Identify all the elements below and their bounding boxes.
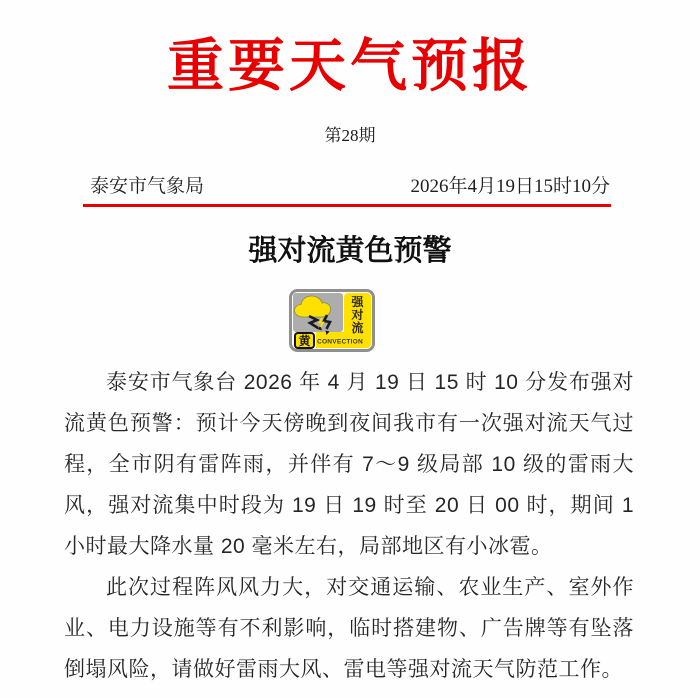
agency-name: 泰安市气象局 (90, 176, 205, 197)
red-divider-rule (83, 204, 611, 207)
issue-datetime: 2026年4月19日15时10分 (410, 176, 610, 197)
icon-vertical-char-2: 对 (351, 308, 364, 322)
severe-convection-yellow-warning-icon (289, 289, 375, 352)
icon-english-label: CONVECTION (317, 338, 363, 346)
icon-vertical-char-3: 流 (351, 321, 364, 335)
body-text (64, 362, 634, 690)
yellow-level-badge-char: 黄 (298, 334, 311, 348)
warning-heading: 强对流黄色预警 (248, 235, 452, 267)
paragraph-forecast: 泰安市气象台 2026 年 4 月 19 日 15 时 10 分发布强对流黄色预警：预计今天傍晚到夜间我市有一次强对流天气过程，全市阴有雷阵雨，并伴有 7～9 级局部 10 级的雷雨大风，强对流集中时段为 19 日 19 时至 20 日 00 时，期间 1 小时最大降水量 20 毫米左右，局部地区有小冰雹。 (64, 371, 634, 558)
meta-row (90, 176, 610, 198)
issue-number: 第28期 (324, 126, 376, 145)
page-title: 重要天气预报 (167, 35, 533, 98)
paragraph-advice: 此次过程阵风风力大，对交通运输、农业生产、室外作业、电力设施等有不利影响，临时搭建物、广告牌等有坠落倒塌风险，请做好雷雨大风、雷电等强对流天气防范工作。 (64, 576, 634, 681)
warning-icon-row (0, 289, 700, 352)
icon-vertical-char-1: 强 (351, 295, 364, 309)
